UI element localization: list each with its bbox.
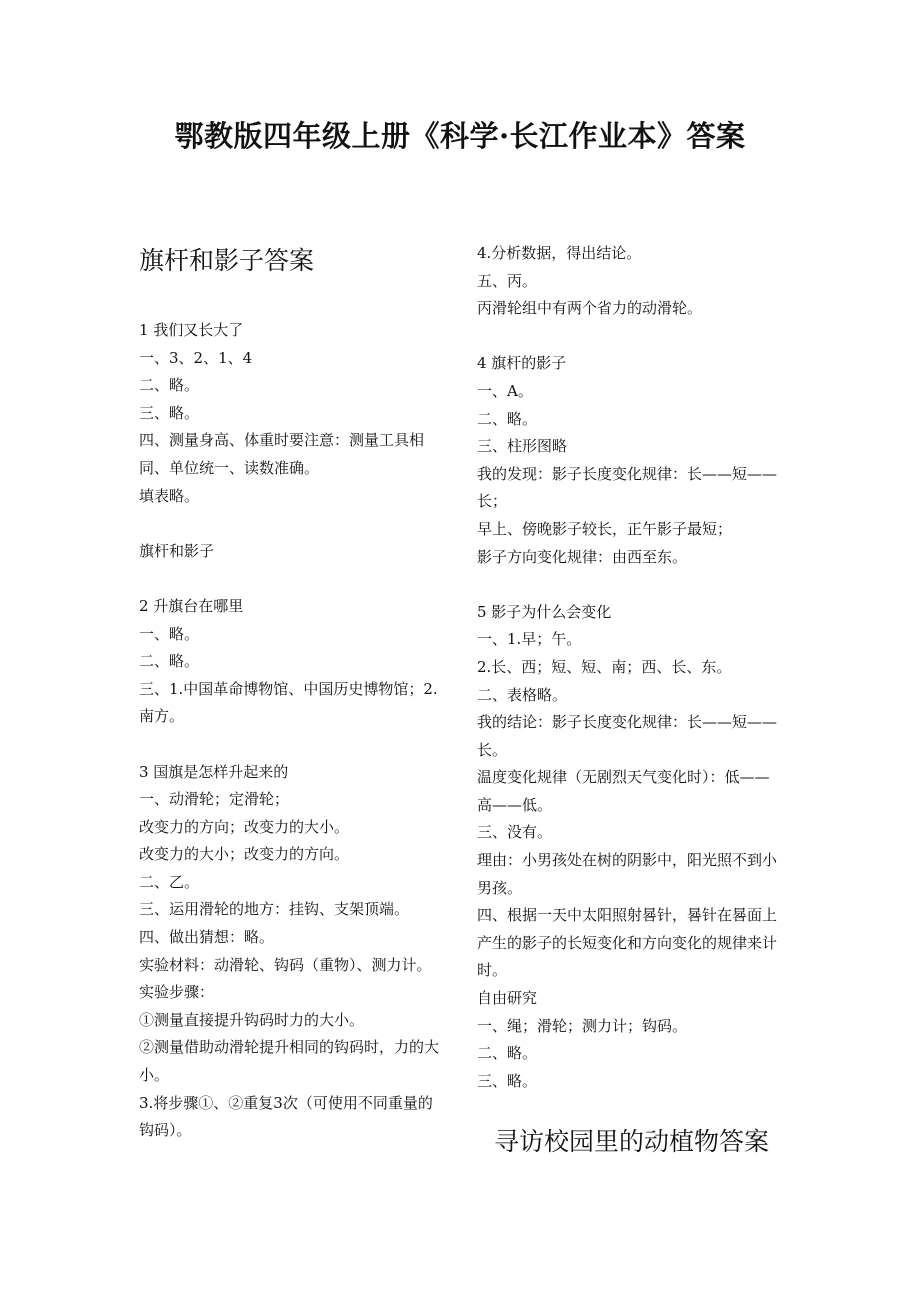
right-answer-line: 三、没有。 [477, 823, 553, 842]
left-answer-line: 1 我们又长大了 [139, 321, 244, 339]
right-answer-line: 5 影子为什么会变化 [477, 602, 612, 621]
section-heading-flagpole: 旗杆和影子答案 [139, 246, 315, 275]
left-answer-line: 三、1.中国革命博物馆、中国历史博物馆；2.南方。 [139, 679, 438, 726]
left-answer-line: 一、动滑轮；定滑轮； [139, 790, 290, 809]
left-answer-line: ②测量借助动滑轮提升相同的钩码时，力的大小。 [139, 1038, 440, 1085]
right-answer-line: 一、绳；滑轮；测力计；钩码。 [477, 1016, 688, 1035]
right-answer-line: 我的结论：影子长度变化规律：长——短——长。 [477, 713, 778, 759]
left-answer-line: 二、略。 [139, 652, 200, 671]
left-answer-line: 3.将步骤①、②重复3次（可使用不同重量的钩码）。 [139, 1093, 433, 1140]
right-answer-line: 早上、傍晚影子较长，正午影子最短； [477, 519, 733, 538]
right-answer-list [477, 240, 777, 1095]
right-answer-line: 2.长、西；短、短、南；西、长、东。 [477, 657, 732, 676]
left-answer-line: 填表略。 [139, 486, 200, 505]
right-answer-line: 影子方向变化规律：由西至东。 [477, 547, 688, 566]
right-answer-line: 二、表格略。 [477, 685, 568, 704]
right-answer-line: 二、略。 [477, 1044, 538, 1063]
left-answer-line: 二、略。 [139, 376, 200, 395]
blank-line [477, 571, 777, 599]
left-answer-line: 实验材料：动滑轮、钩码（重物）、测力计。 [139, 955, 432, 974]
right-answer-line: 四、根据一天中太阳照射晷针，晷针在晷面上产生的影子的长短变化和方向变化的规律来计时。 [477, 906, 778, 980]
left-answer-line: 三、运用滑轮的地方：挂钩、支架顶端。 [139, 900, 410, 919]
left-answer-line: 改变力的方向；改变力的大小。 [139, 817, 350, 836]
right-answer-line: 4 旗杆的影子 [477, 354, 567, 373]
blank-line [477, 323, 777, 351]
right-answer-line: 三、略。 [477, 1071, 538, 1090]
right-answer-line: 我的发现：影子长度变化规律：长——短——长； [477, 464, 778, 511]
left-answer-line: 实验步骤： [139, 983, 215, 1002]
left-answer-line: 2 升旗台在哪里 [139, 596, 244, 615]
right-answer-line: 丙滑轮组中有两个省力的动滑轮。 [477, 299, 703, 318]
right-answer-line: 一、1.早；午。 [477, 630, 582, 649]
blank-line [139, 731, 447, 759]
left-answer-line: 三、略。 [139, 403, 200, 422]
left-column [139, 240, 447, 1145]
right-answer-line: 理由：小男孩处在树的阴影中，阳光照不到小男孩。 [477, 851, 778, 897]
right-answer-line: 五、丙。 [477, 271, 538, 290]
right-answer-line: 二、略。 [477, 409, 538, 428]
right-answer-line: 温度变化规律（无剧烈天气变化时）：低——高——低。 [477, 768, 770, 814]
left-answer-line: 二、乙。 [139, 872, 200, 891]
blank-line [139, 565, 447, 593]
right-answer-line: 4.分析数据，得出结论。 [477, 244, 642, 262]
left-answer-line: 四、测量身高、体重时要注意：测量工具相同、单位统一、读数准确。 [139, 431, 425, 477]
left-answer-line: 旗杆和影子 [139, 541, 215, 560]
page-title: 鄂教版四年级上册《科学·长江作业本》答案 [174, 119, 746, 153]
left-answer-line: 一、略。 [139, 624, 200, 643]
left-answer-line: 四、做出猜想：略。 [139, 928, 275, 947]
right-answer-line: 自由研究 [477, 989, 538, 1008]
left-answer-line: ①测量直接提升钩码时力的大小。 [139, 1010, 365, 1029]
section-heading-campus-plants-animals: 寻访校园里的动植物答案 [493, 1127, 769, 1156]
left-answer-list [139, 317, 447, 1145]
right-column [477, 240, 777, 1095]
right-answer-line: 一、A。 [477, 381, 533, 400]
left-answer-line: 3 国旗是怎样升起来的 [139, 762, 289, 781]
blank-line [139, 510, 447, 538]
left-answer-line: 改变力的大小；改变力的方向。 [139, 845, 350, 864]
right-answer-line: 三、柱形图略 [477, 437, 568, 456]
left-answer-line: 一、3、2、1、4 [139, 348, 253, 367]
